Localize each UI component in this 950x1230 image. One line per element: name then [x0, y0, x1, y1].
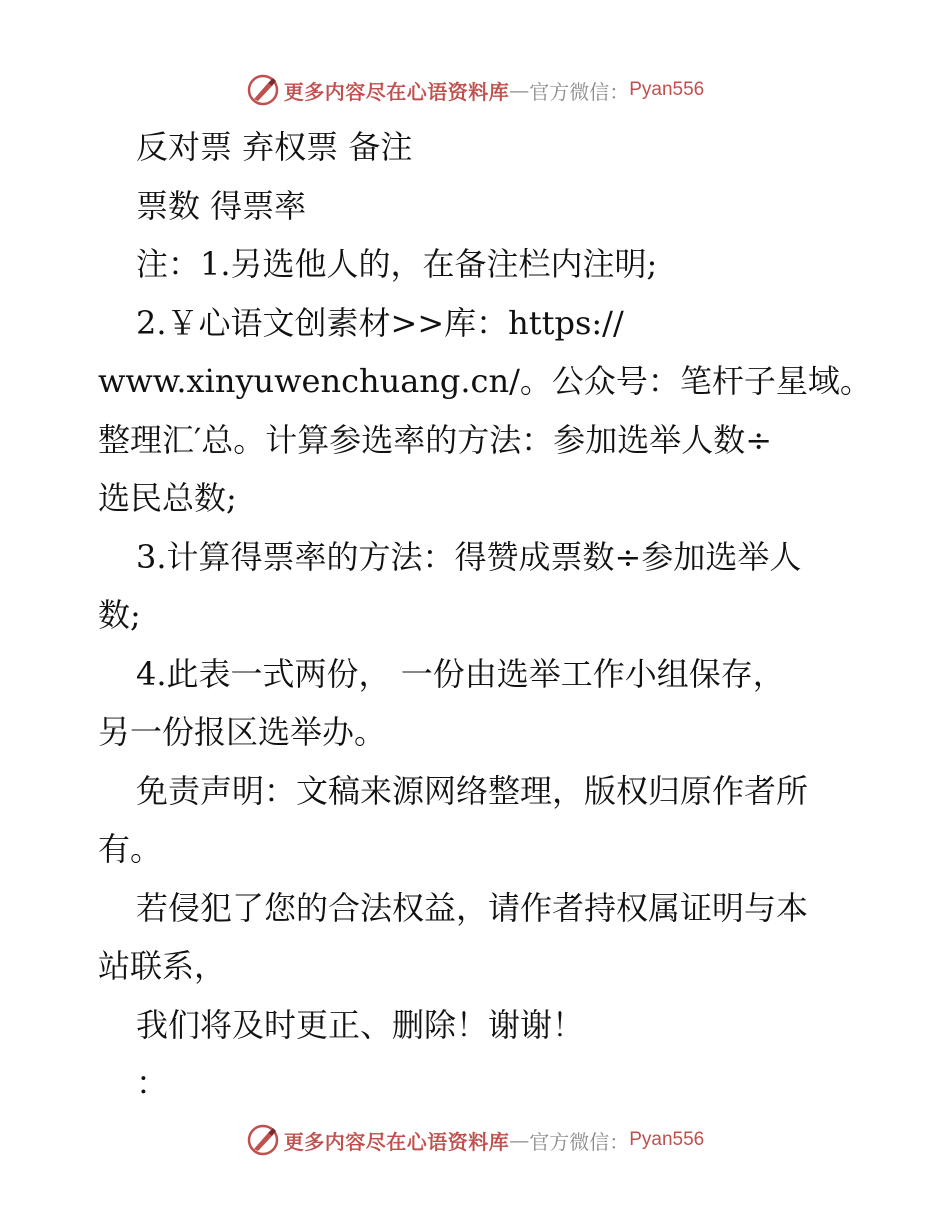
header-banner — [0, 70, 950, 110]
body-line: 我们将及时更正、删除！谢谢！ — [136, 1005, 585, 1044]
body-line: 选民总数; — [98, 479, 237, 517]
body-line: 票数 得票率 — [136, 186, 307, 225]
body-line: 注：1.另选他人的，在备注栏内注明; — [136, 245, 658, 283]
body-line: 站联系， — [98, 947, 227, 985]
body-line: www.xinyuwenchuang.cn/。公众号：笔杆子星域。 — [98, 362, 872, 400]
body-line: 4.此表一式两份， 一份由选举工作小组保存， — [136, 654, 785, 693]
footer-banner-separator: — — [509, 1128, 530, 1152]
header-banner-contact: 官方微信： — [529, 79, 630, 104]
header-banner-text: 更多内容尽在心语资料库 — [283, 79, 510, 104]
body-line: ： — [136, 1064, 169, 1102]
footer-banner-contact: 官方微信： — [529, 1129, 630, 1154]
body-line: 3.计算得票率的方法：得赞成票数÷参加选举人 — [136, 537, 802, 576]
header-banner-separator: — — [509, 78, 530, 102]
pen-logo-icon — [246, 73, 280, 107]
body-line: 整理汇′总。计算参选率的方法：参加选举人数÷ — [98, 420, 773, 459]
footer-banner-id: Pyan556 — [629, 1129, 705, 1150]
body-line: 2.￥心语文创素材>>库：https:// — [136, 303, 624, 342]
body-line: 若侵犯了您的合法权益，请作者持权属证明与本 — [136, 888, 809, 927]
pen-logo-icon — [246, 1123, 280, 1157]
body-line: 数; — [98, 596, 141, 634]
body-line: 免责声明：文稿来源网络整理，版权归原作者所 — [136, 771, 809, 810]
document-body — [98, 118, 872, 1113]
header-banner-id: Pyan556 — [629, 79, 705, 100]
body-line: 有。 — [98, 830, 163, 868]
footer-banner-text: 更多内容尽在心语资料库 — [283, 1129, 510, 1154]
body-line: 反对票 弃权票 备注 — [136, 128, 413, 166]
body-line: 另一份报区选举办。 — [98, 713, 387, 751]
footer-banner — [0, 1120, 950, 1160]
